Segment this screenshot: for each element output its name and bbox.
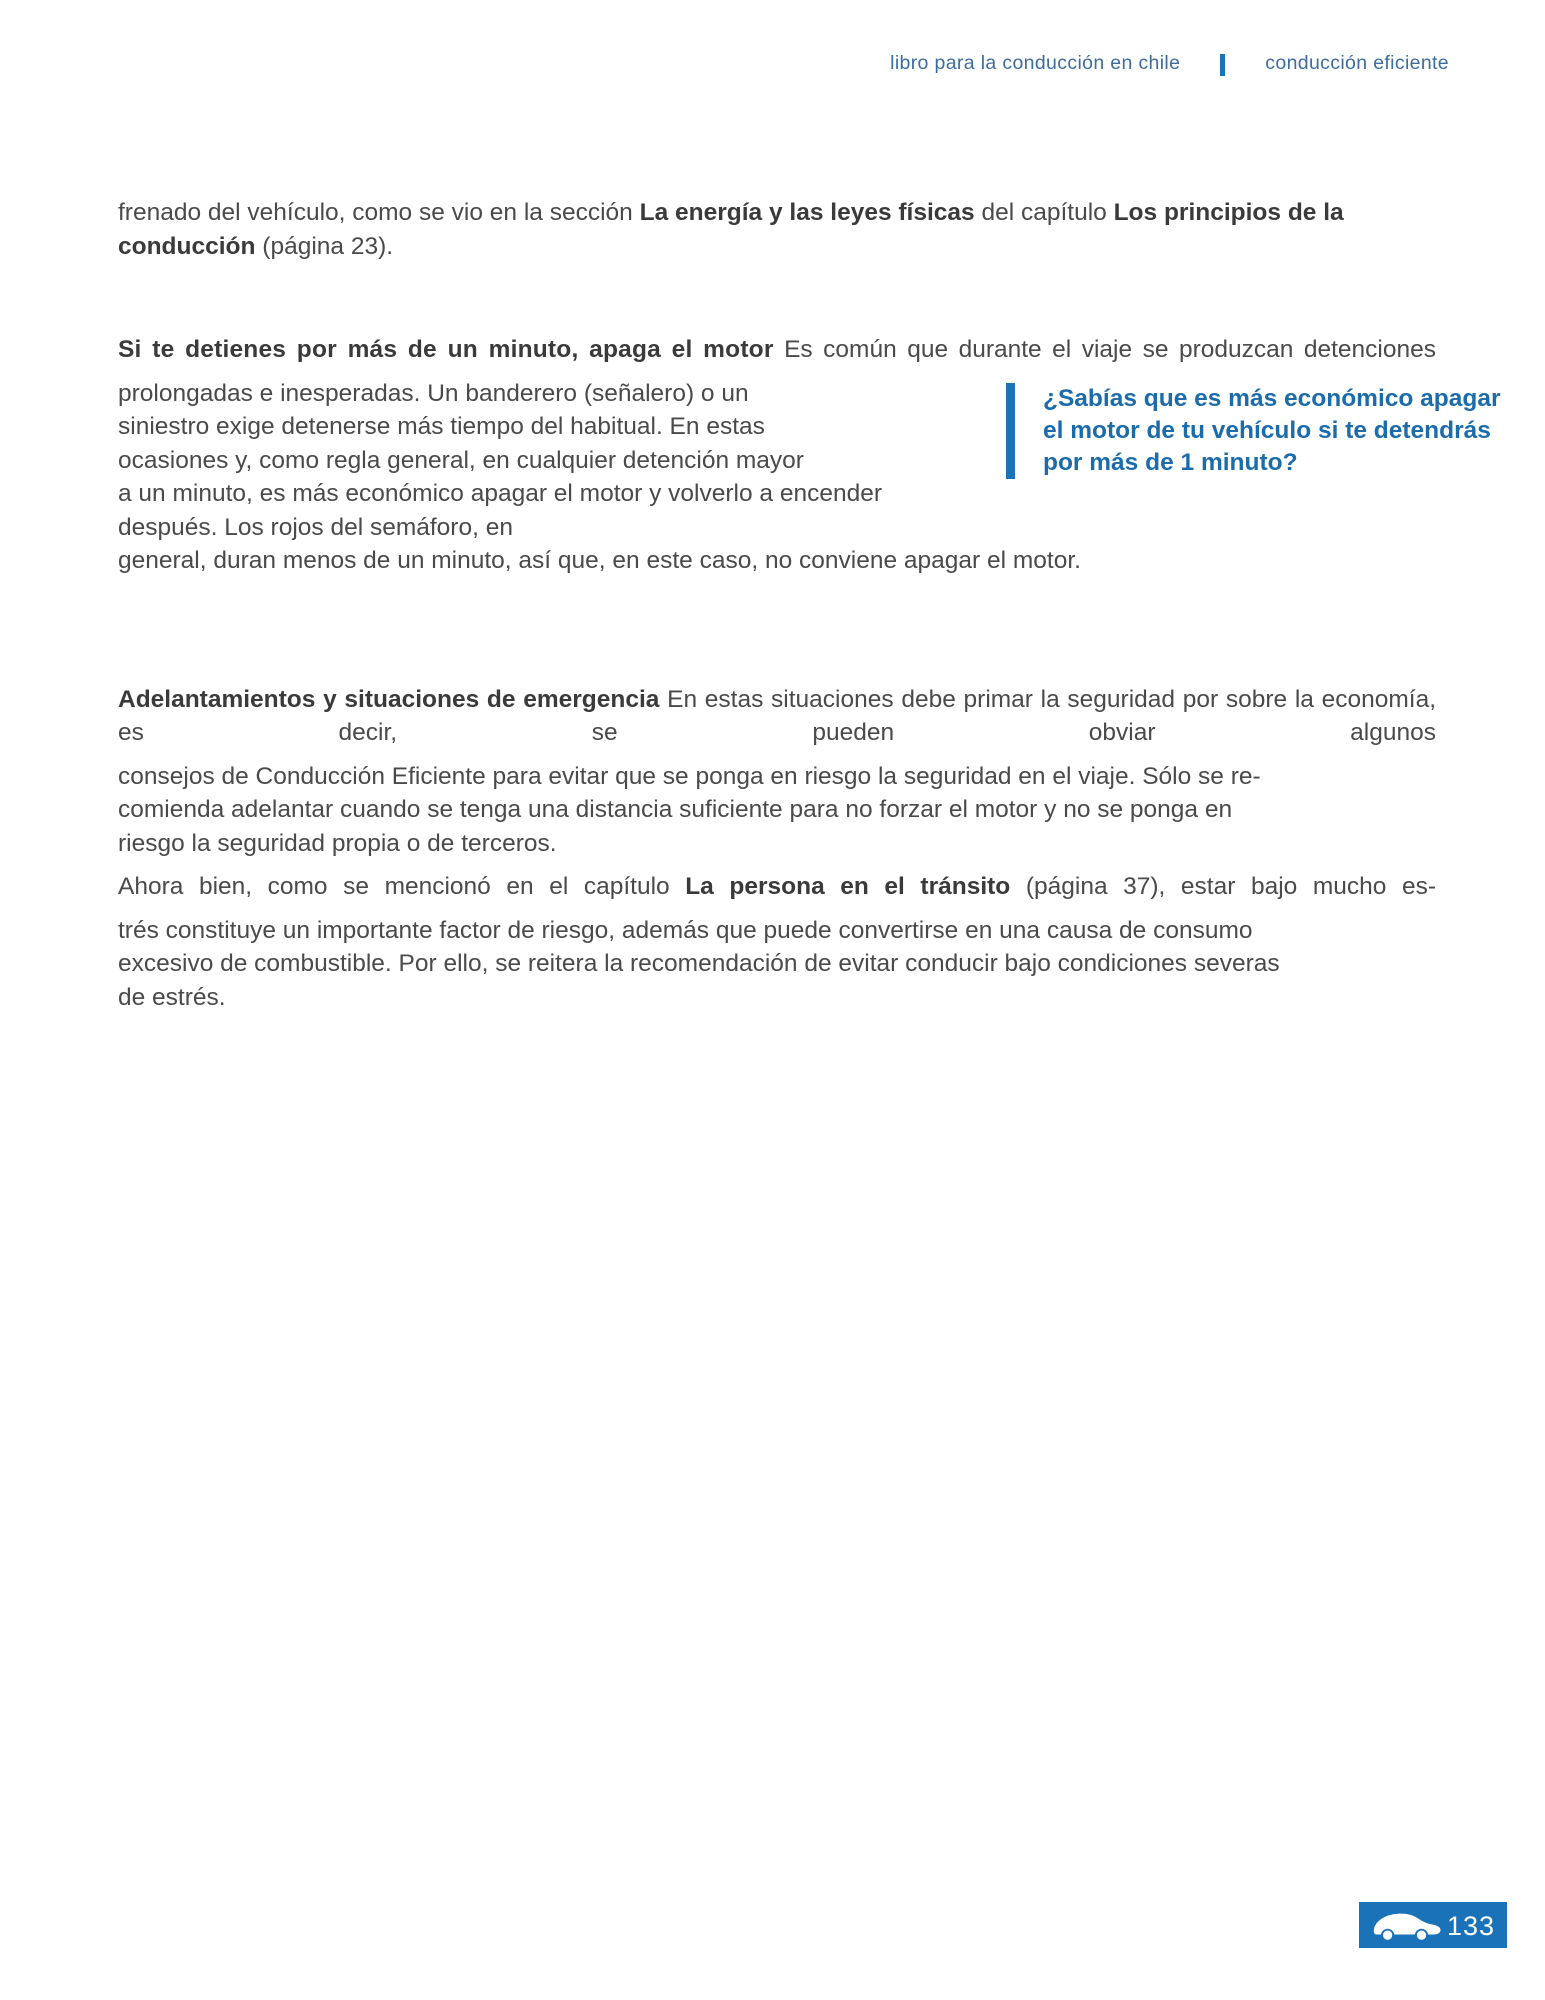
paragraph-continuation — [118, 196, 1436, 263]
section1-line-2: prolongadas e inesperadas. Un banderero (señalero) o un — [118, 379, 749, 407]
p1-bold-principios: Los principios de la conducción — [118, 199, 1344, 260]
callout-line-2: el motor de tu vehículo si te detendrás — [1043, 416, 1491, 444]
section2-heading: Adelantamientos y situaciones de emergencia — [118, 685, 660, 713]
section2-lead-line — [118, 683, 1436, 750]
header-separator-icon — [1220, 54, 1225, 76]
section1-lead-line — [118, 333, 1436, 367]
section1-lead-text: Es común que durante el viaje se produzcan detenciones — [784, 336, 1437, 363]
spacer — [118, 750, 1436, 760]
car-icon — [1369, 1908, 1443, 1942]
p1-text-b: del capítulo — [974, 199, 1114, 226]
p3-bold-persona: La persona en el tránsito — [685, 873, 1011, 900]
section1-line-4: ocasiones y, como regla general, en cualquier detención mayor — [118, 446, 804, 474]
paragraph-stress-line-4: de estrés. — [118, 983, 226, 1011]
spacer — [118, 860, 1436, 870]
paragraph-stress-line-3: excesivo de combustible. Por ello, se reitera la recomendación de evitar conducir bajo condiciones severas — [118, 950, 1280, 977]
paragraph-stress-line-1 — [118, 870, 1436, 904]
section-stop-engine — [118, 333, 1501, 578]
p1-text-c: (página 23). — [255, 232, 394, 260]
section2-line-3: comienda adelantar cuando se tenga una distancia suficiente para no forzar el motor y no se ponga en — [118, 796, 1233, 823]
section1-line-5: a un minuto, es más económico apagar el motor y volverlo a encender después. Los rojos del semáforo, en — [118, 480, 882, 541]
section1-line-3: siniestro exige detenerse más tiempo del habitual. En estas — [118, 413, 765, 440]
spacer — [118, 263, 1436, 333]
body-content — [118, 196, 1501, 1014]
section2-lead-text: En estas situaciones debe primar la seguridad por sobre la economía, es decir, se pueden obviar algunos — [118, 685, 1437, 746]
section1-heading: Si te detienes por más de un minuto, apaga el motor — [118, 336, 774, 363]
section1-line-6: general, duran menos de un minuto, así que, en este caso, no conviene apagar el motor. — [118, 547, 1081, 574]
callout-line-3: por más de 1 minuto? — [1043, 448, 1298, 476]
p1-bold-energia: La energía y las leyes físicas — [639, 199, 975, 226]
spacer — [118, 578, 1436, 648]
callout-did-you-know — [1006, 383, 1501, 479]
spacer — [118, 648, 1436, 683]
p3-text-a: Ahora bien, como se mencionó en el capítulo — [118, 873, 686, 900]
section-overtaking — [118, 683, 1436, 1015]
paragraph-stress-line-2: trés constituye un importante factor de riesgo, además que puede convertirse en una causa de consumo — [118, 916, 1253, 944]
section2-line-4: riesgo la seguridad propia o de terceros. — [118, 829, 557, 857]
spacer — [118, 904, 1436, 914]
header-book-title: libro para la conducción en chile — [890, 52, 1181, 74]
page-number-badge — [1359, 1902, 1507, 1948]
callout-line-1: ¿Sabías que es más económico apagar — [1043, 384, 1501, 412]
p1-text-a: frenado del vehículo, como se vio en la sección — [118, 199, 640, 226]
header-chapter-title: conducción eficiente — [1265, 52, 1449, 74]
spacer — [118, 367, 1436, 377]
p3-text-b: (página 37), estar bajo mucho es- — [1010, 873, 1436, 900]
running-header — [890, 52, 1449, 75]
section2-line-2: consejos de Conducción Eficiente para evitar que se ponga en riesgo la seguridad en el viaje. Sólo se re- — [118, 762, 1261, 790]
page-number: 133 — [1447, 1910, 1496, 1941]
